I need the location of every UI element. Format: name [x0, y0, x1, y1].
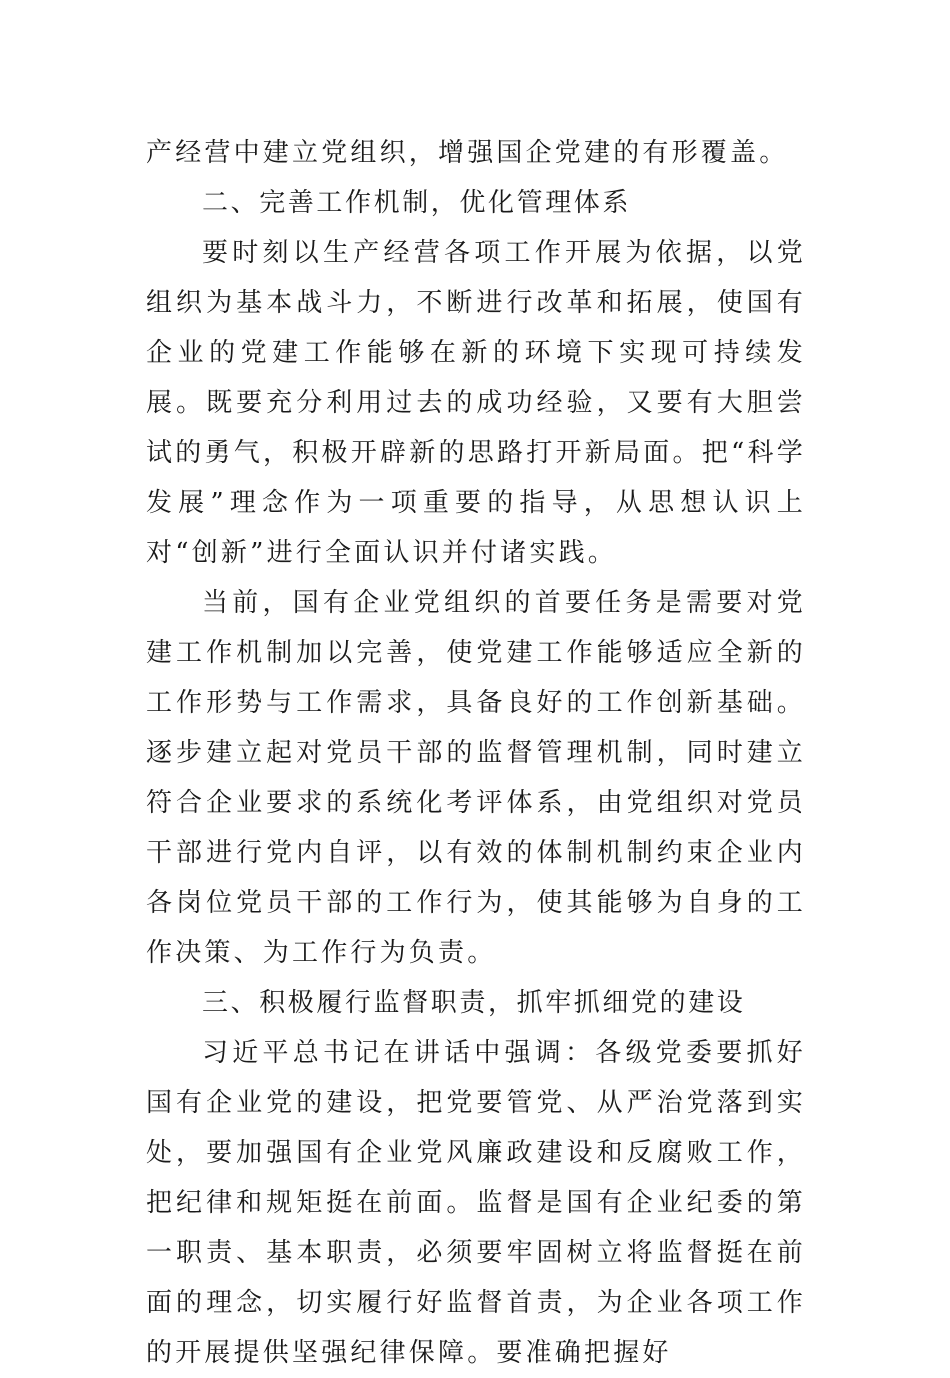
section-heading-2: 二、完善工作机制，优化管理体系 — [202, 188, 632, 218]
document-body — [146, 128, 806, 1378]
paragraph-body: 当前，国有企业党组织的首要任务是需要对党建工作机制加以完善，使党建工作能够适应全新的工作形势与工作需求，具备良好的工作创新基础。逐步建立起对党员干部的监督管理机制，同时建立符合企业要求的系统化考评体系，由党组织对党员干部进行党内自评，以有效的体制机制约束企业内各岗位党员干部的工作行为，使其能够为自身的工作决策、为工作行为负责。 — [146, 588, 806, 968]
paragraph-body: 习近平总书记在讲话中强调：各级党委要抓好国有企业党的建设，把党要管党、从严治党落到实处，要加强国有企业党风廉政建设和反腐败工作，把纪律和规矩挺在前面。监督是国有企业纪委的第一职责、基本职责，必须要牢固树立将监督挺在前面的理念，切实履行好监督首责，为企业各项工作的开展提供坚强纪律保障。要准确把握好 — [146, 1038, 806, 1368]
paragraph-body: 要时刻以生产经营各项工作开展为依据，以党组织为基本战斗力，不断进行改革和拓展，使国有企业的党建工作能够在新的环境下实现可持续发展。既要充分利用过去的成功经验，又要有大胆尝试的勇气，积极开辟新的思路打开新局面。把“科学发展”理念作为一项重要的指导，从思想认识上对“创新”进行全面认识并付诸实践。 — [146, 238, 806, 568]
paragraph-continuation: 产经营中建立党组织，增强国企党建的有形覆盖。 — [146, 138, 789, 168]
section-heading-3: 三、积极履行监督职责，抓牢抓细党的建设 — [202, 988, 746, 1018]
